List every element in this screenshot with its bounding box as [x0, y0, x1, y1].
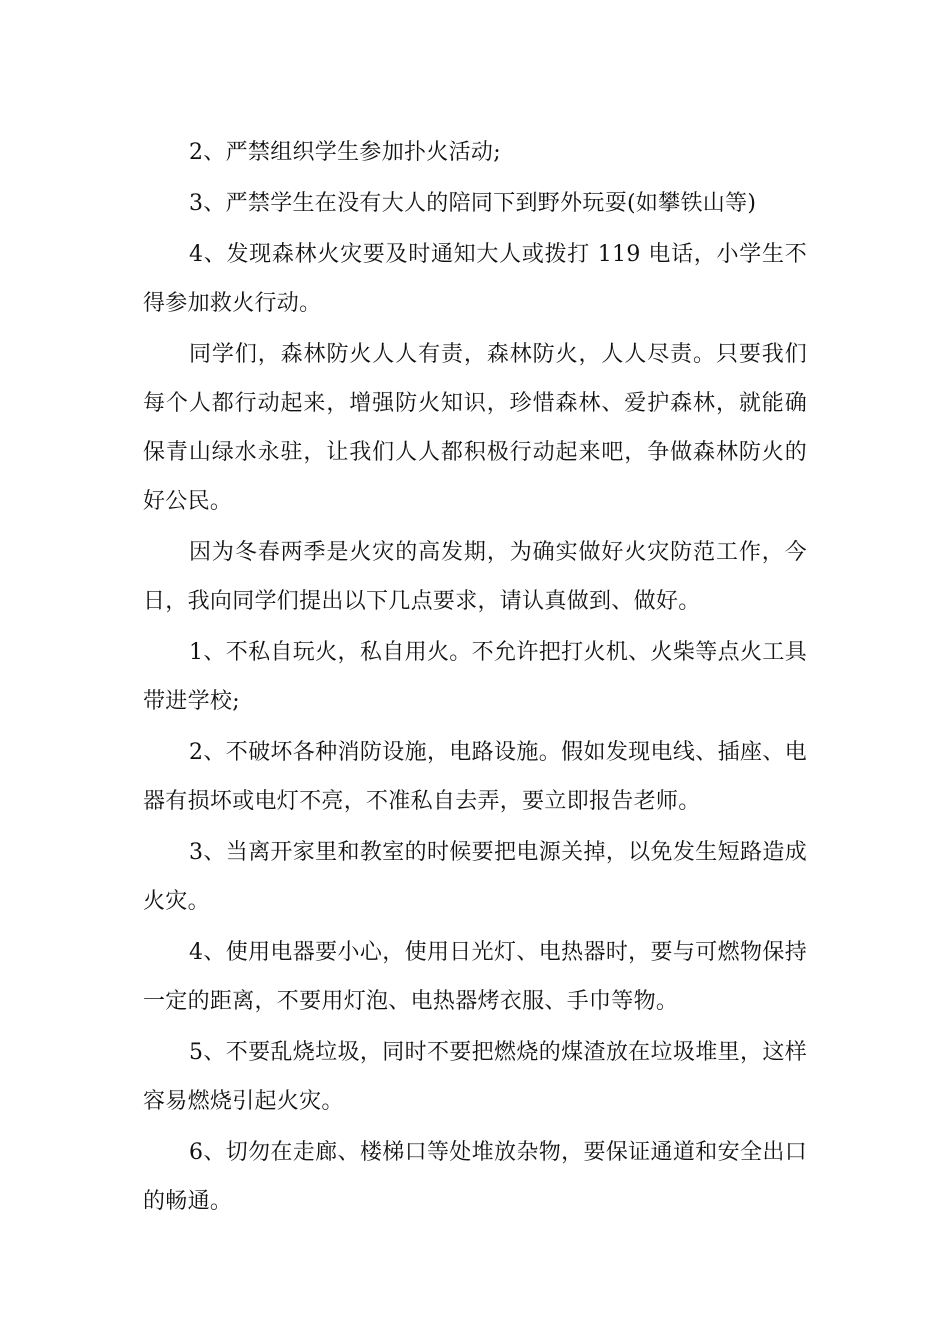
paragraph-requirement-6: 6、切勿在走廊、楼梯口等处堆放杂物，要保证通道和安全出口的畅通。 [143, 1140, 807, 1214]
document-body [143, 128, 807, 1228]
paragraph-requirement-5: 5、不要乱烧垃圾，同时不要把燃烧的煤渣放在垃圾堆里，这样容易燃烧引起火灾。 [143, 1040, 807, 1114]
paragraph-requirement-4: 4、使用电器要小心，使用日光灯、电热器时，要与可燃物保持一定的距离，不要用灯泡、电热器烤衣服、手巾等物。 [143, 940, 807, 1014]
paragraph-rule-3: 3、严禁学生在没有大人的陪同下到野外玩耍(如攀铁山等) [189, 191, 757, 216]
paragraph-requirement-1: 1、不私自玩火，私自用火。不允许把打火机、火柴等点火工具带进学校; [143, 640, 807, 714]
paragraph-requirement-3: 3、当离开家里和教室的时候要把电源关掉，以免发生短路造成火灾。 [143, 840, 807, 914]
paragraph-appeal: 同学们，森林防火人人有责，森林防火，人人尽责。只要我们每个人都行动起来，增强防火知识，珍惜森林、爱护森林，就能确保青山绿水永驻，让我们人人都积极行动起来吧，争做森林防火的好公民。 [143, 342, 807, 514]
paragraph-requirement-2: 2、不破坏各种消防设施，电路设施。假如发现电线、插座、电器有损坏或电灯不亮，不准私自去弄，要立即报告老师。 [143, 740, 807, 814]
paragraph-intro-requirements: 因为冬春两季是火灾的高发期，为确实做好火灾防范工作，今日，我向同学们提出以下几点要求，请认真做到、做好。 [143, 540, 807, 614]
paragraph-rule-4: 4、发现森林火灾要及时通知大人或拨打 119 电话，小学生不得参加救火行动。 [143, 242, 807, 316]
paragraph-rule-2: 2、严禁组织学生参加扑火活动; [189, 140, 501, 165]
